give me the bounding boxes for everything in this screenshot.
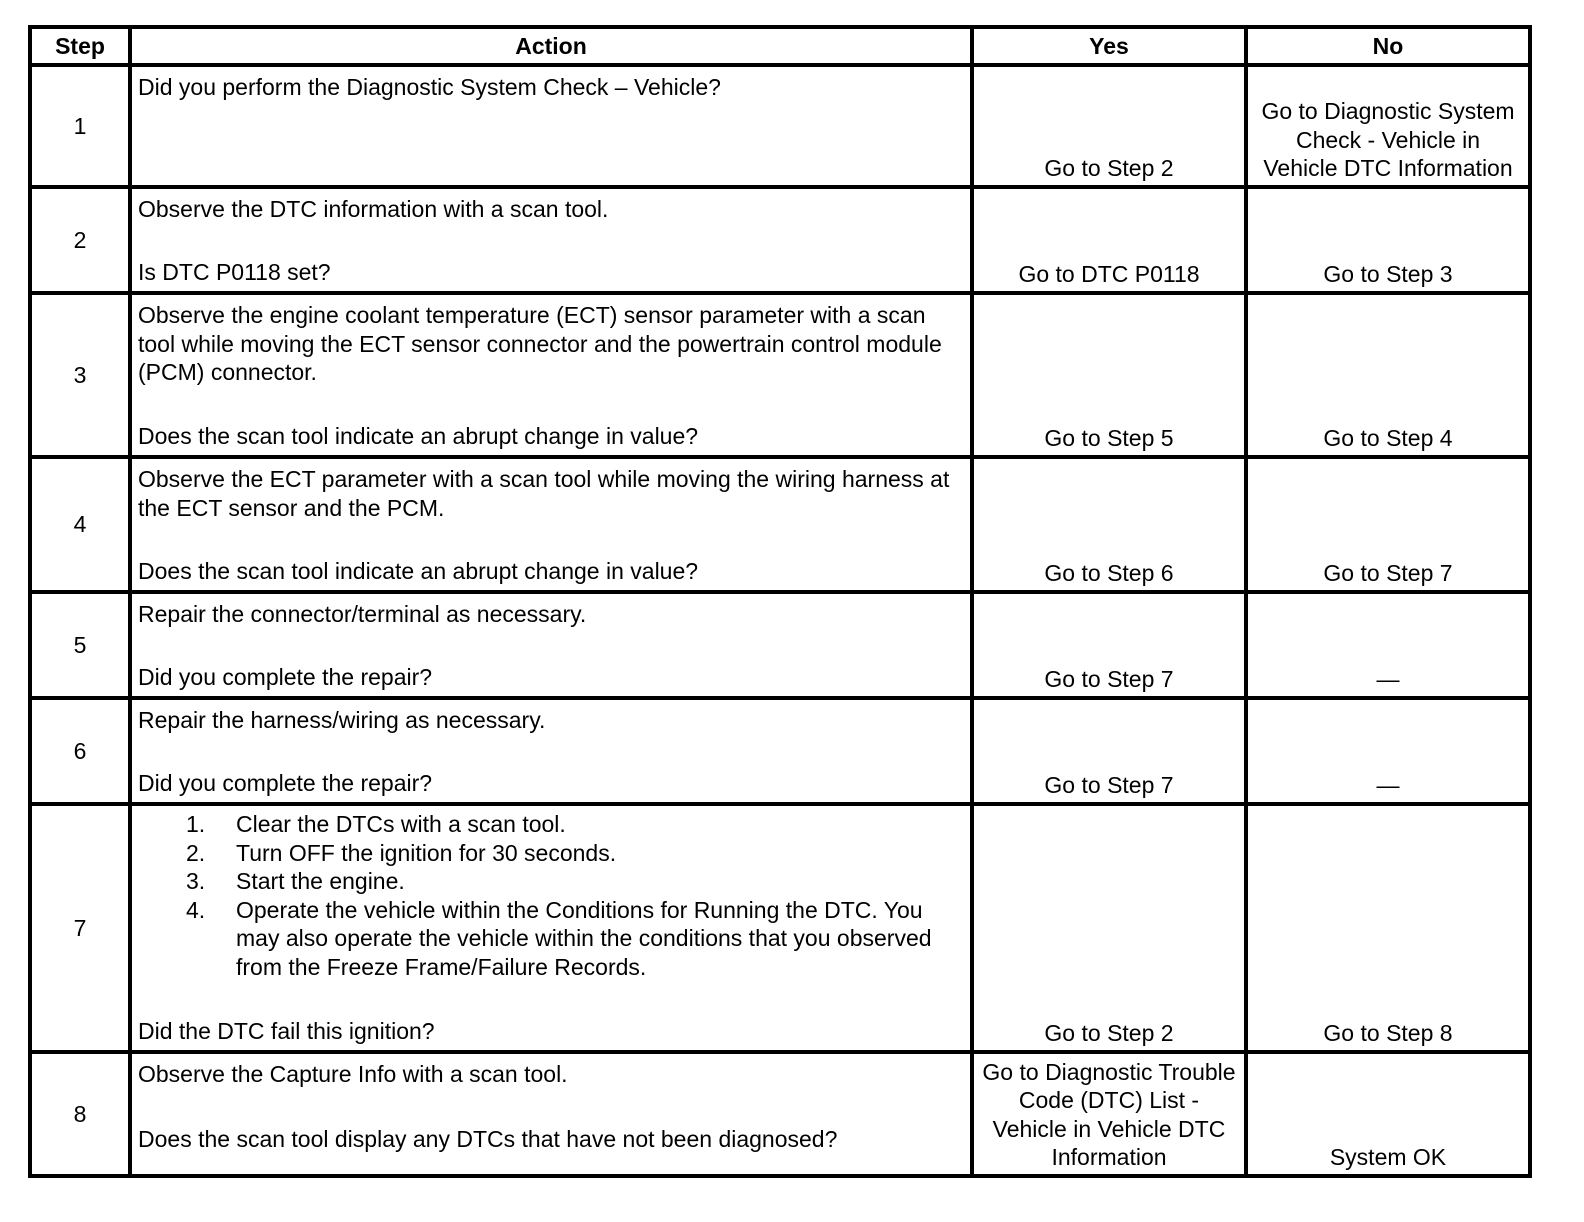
- table-row: [30, 187, 1530, 293]
- yes-result: Go to Step 2: [1044, 1020, 1174, 1047]
- step-number: 6: [30, 698, 130, 804]
- action-cell: [130, 457, 972, 592]
- step-number: 8: [30, 1052, 130, 1176]
- no-cell: [1246, 804, 1530, 1052]
- action-cell: [130, 592, 972, 698]
- yes-result: Go to Step 5: [1044, 425, 1174, 452]
- action-question: Does the scan tool indicate an abrupt change in value?: [138, 558, 699, 585]
- action-question: Did you complete the repair?: [138, 664, 433, 691]
- table-row: [30, 65, 1530, 187]
- no-cell: [1246, 187, 1530, 293]
- action-question: Did the DTC fail this ignition?: [138, 1018, 435, 1045]
- procedure-list: [138, 810, 962, 982]
- yes-cell: [972, 65, 1246, 187]
- procedure-item-text: Start the engine.: [236, 868, 405, 895]
- no-result: Go to Step 7: [1323, 560, 1453, 587]
- table-row: [30, 804, 1530, 1052]
- no-cell: [1246, 457, 1530, 592]
- action-question: Is DTC P0118 set?: [138, 259, 331, 286]
- action-cell: [130, 293, 972, 457]
- action-text: Observe the engine coolant temperature (ECT) sensor parameter with a scan tool while moving the ECT sensor connector and the powertrain control module (PCM) connector.: [138, 302, 942, 386]
- procedure-item: [186, 810, 962, 839]
- yes-result: Go to Step 2: [1044, 155, 1174, 182]
- procedure-item-number: 3.: [186, 868, 206, 895]
- procedure-item-text: Turn OFF the ignition for 30 seconds.: [236, 839, 617, 866]
- action-cell: [130, 698, 972, 804]
- no-cell: [1246, 698, 1530, 804]
- yes-cell: [972, 804, 1246, 1052]
- yes-cell: [972, 293, 1246, 457]
- no-cell: [1246, 592, 1530, 698]
- yes-result: Go to Step 6: [1044, 560, 1174, 587]
- no-result: Go to Step 8: [1323, 1020, 1453, 1047]
- table-row: [30, 698, 1530, 804]
- no-cell: [1246, 1052, 1530, 1176]
- action-text: Observe the ECT parameter with a scan tool while moving the wiring harness at the ECT sensor and the PCM.: [138, 466, 950, 521]
- procedure-item-text: Operate the vehicle within the Conditions for Running the DTC. You may also operate the vehicle within the conditions that you observed from the Freeze Frame/Failure Records.: [236, 896, 932, 980]
- yes-result: Go to Step 7: [1044, 772, 1174, 799]
- step-number: 3: [30, 293, 130, 457]
- step-number: 4: [30, 457, 130, 592]
- no-result: Go to Step 3: [1323, 261, 1453, 288]
- no-cell: [1246, 293, 1530, 457]
- action-text: Observe the DTC information with a scan tool.: [138, 196, 609, 222]
- action-cell: [130, 65, 972, 187]
- yes-cell: [972, 187, 1246, 293]
- yes-result: Go to Diagnostic Trouble Code (DTC) List - Vehicle in Vehicle DTC Information: [982, 1058, 1236, 1171]
- action-question: Did you complete the repair?: [138, 770, 433, 797]
- diagnostic-table: [28, 25, 1532, 1178]
- step-number: 1: [30, 65, 130, 187]
- yes-cell: [972, 457, 1246, 592]
- procedure-item-text: Clear the DTCs with a scan tool.: [236, 811, 566, 837]
- no-result: Go to Diagnostic System Check - Vehicle in Vehicle DTC Information: [1261, 98, 1515, 182]
- action-text: Repair the connector/terminal as necessary.: [138, 601, 587, 627]
- table-row: [30, 592, 1530, 698]
- table-row: [30, 293, 1530, 457]
- action-question: Does the scan tool indicate an abrupt change in value?: [138, 423, 699, 450]
- procedure-item-number: 2.: [186, 839, 206, 866]
- no-result: Go to Step 4: [1323, 425, 1453, 452]
- action-text: Did you perform the Diagnostic System Check – Vehicle?: [138, 74, 721, 100]
- action-cell: [130, 804, 972, 1052]
- step-number: 2: [30, 187, 130, 293]
- procedure-item: [186, 839, 962, 868]
- header-yes: Yes: [972, 27, 1246, 65]
- step-number: 7: [30, 804, 130, 1052]
- header-row: [30, 27, 1530, 65]
- no-result-dash: —: [1376, 666, 1400, 693]
- procedure-item-number: 4.: [186, 896, 206, 923]
- procedure-item-number: 1.: [186, 811, 206, 837]
- action-text: Repair the harness/wiring as necessary.: [138, 707, 546, 733]
- no-cell: [1246, 65, 1530, 187]
- yes-cell: [972, 698, 1246, 804]
- header-no: No: [1246, 27, 1530, 65]
- yes-result: Go to Step 7: [1044, 666, 1174, 693]
- action-question: Does the scan tool display any DTCs that have not been diagnosed?: [138, 1126, 838, 1153]
- no-result: System OK: [1329, 1144, 1447, 1171]
- action-cell: [130, 1052, 972, 1176]
- no-result-dash: —: [1376, 772, 1400, 799]
- yes-result: Go to DTC P0118: [1018, 261, 1200, 288]
- action-cell: [130, 187, 972, 293]
- step-number: 5: [30, 592, 130, 698]
- yes-cell: [972, 1052, 1246, 1176]
- header-action: Action: [130, 27, 972, 65]
- action-text: Observe the Capture Info with a scan tool.: [138, 1061, 568, 1087]
- table-row: [30, 457, 1530, 592]
- table-row: [30, 1052, 1530, 1176]
- header-step: Step: [30, 27, 130, 65]
- procedure-item: [186, 867, 962, 896]
- procedure-item: [186, 896, 962, 982]
- yes-cell: [972, 592, 1246, 698]
